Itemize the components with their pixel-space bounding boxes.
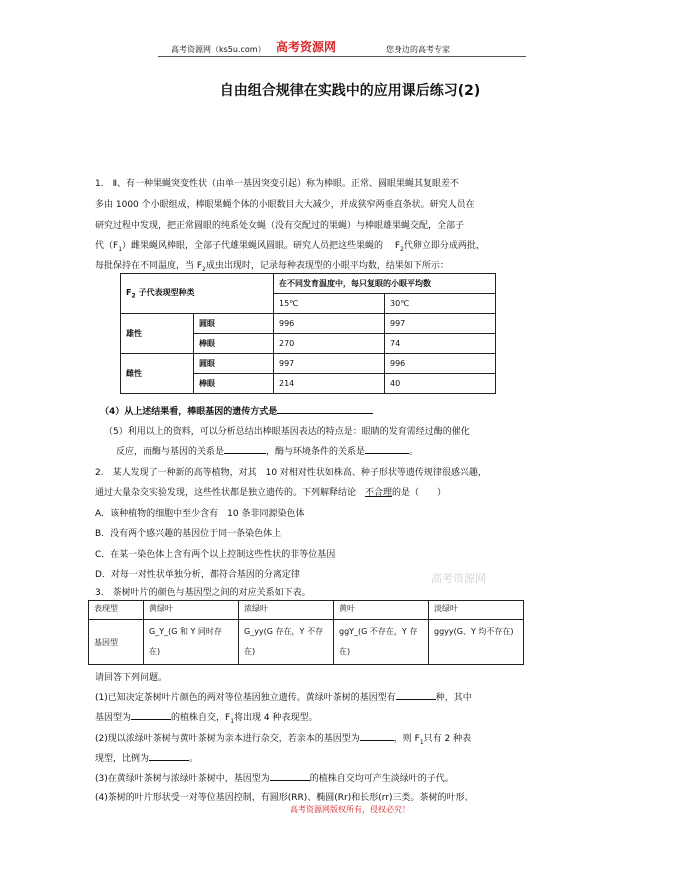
- q2-line-2-emphasis: 不合理: [365, 488, 393, 498]
- answer-blank[interactable]: [277, 405, 373, 414]
- q3-part-1-d: 的植株自交，F: [171, 713, 231, 723]
- q2-option-d: D．对每一对性状单独分析，都符合基因的分离定律: [95, 570, 300, 580]
- q2-line-2: [95, 485, 446, 498]
- q3-part-2-sub: 1: [419, 738, 424, 746]
- answer-blank[interactable]: [360, 732, 394, 741]
- q1-line-5: [95, 258, 449, 273]
- answer-blank[interactable]: [365, 445, 409, 454]
- q1-line-4-e: 代卵立即分成两批，: [403, 241, 485, 251]
- q3-part-1-b: 种，其中: [435, 693, 472, 703]
- q1-line-5-c: 成虫出现时，记录每种表现型的小眼平均数，结果如下所示：: [205, 261, 449, 271]
- q3-table-cell: ggY_(G 不存在，Y 存在): [334, 620, 429, 665]
- q2-line-2-a: 通过大量杂交实验发现，这些性状都是独立遗传的。下列解释结论: [95, 488, 366, 498]
- q3-part-1-line-1: [95, 690, 472, 703]
- answer-blank[interactable]: [224, 445, 266, 454]
- q2-option-a: A．该种植物的细胞中至少含有 10 条非同源染色体: [95, 509, 305, 519]
- q3-part-1-a: (1)已知决定茶树叶片颜色的两对等位基因独立遗传。黄绿叶茶树的基因型有: [95, 693, 396, 703]
- q1-table-temp-30: 30℃: [385, 294, 496, 314]
- q3-table-header: 淡绿叶: [429, 601, 524, 620]
- q2-option-c: C．在某一染色体上含有两个以上控制这些性状的非等位基因: [95, 550, 336, 560]
- header-brand-logo: 高考资源网: [276, 40, 337, 54]
- q1-table-female-round: 圆眼: [194, 354, 274, 374]
- q1-table-cell: 40: [385, 374, 496, 394]
- q2-line-1: 2. 某人发现了一种新的高等植物，对其 10 对相对性状如株高、种子形状等遗传规律很感兴趣，: [95, 468, 487, 478]
- q3-part-2-e: 现型，比例为: [95, 754, 150, 764]
- answer-blank[interactable]: [396, 691, 436, 700]
- q1-table-female-bar: 棒眼: [194, 374, 274, 394]
- q3-part-1-c: 基因型为: [95, 713, 132, 723]
- q1-line-4-c: ）雌果蝇风棒眼，全部子代雄果蝇风圆眼。研究人员把这些果蝇的 F: [122, 241, 401, 251]
- q1-part-5-c: ，酶与环境条件的关系是: [266, 447, 366, 457]
- q1-table-male-bar: 棒眼: [194, 334, 274, 354]
- answer-blank[interactable]: [131, 711, 171, 720]
- q3-part-2-a: (2)现以浓绿叶茶树与黄叶茶树为亲本进行杂交，若亲本的基因型为: [95, 734, 360, 744]
- q3-table-header: 黄绿叶: [144, 601, 239, 620]
- q3-part-3-b: 的植株自交均可产生淡绿叶的子代。: [309, 774, 454, 784]
- q3-genotype-table: [88, 600, 524, 665]
- q3-part-2-b: ，则 F: [393, 734, 420, 744]
- q1-table-cell: 997: [274, 354, 385, 374]
- q3-table-header: 浓绿叶: [239, 601, 334, 620]
- q1-line-3: 研究过程中发现，把正常圆眼的纯系处女蝇（没有交配过的果蝇）与棒眼雄果蝇交配，全部子: [95, 221, 465, 231]
- q1-line-2: 多由 1000 个小眼组成，棒眼果蝇个体的小眼数目大大减少，并成狭窄两垂直条状。研究人员在: [95, 200, 475, 210]
- q3-part-2-line-2: [95, 751, 198, 764]
- q1-line-5-sub: 2: [202, 265, 206, 273]
- q3-part-1-line-2: [95, 710, 317, 725]
- q1-table-male-round: 圆眼: [194, 314, 274, 334]
- q3-part-1-sub: 1: [230, 717, 235, 725]
- q3-part-2-line-1: [95, 731, 471, 746]
- q1-table-cell: 996: [385, 354, 496, 374]
- watermark: 高考资源网: [431, 572, 486, 585]
- q1-part-5-d: 。: [409, 447, 419, 457]
- q1-table-temp-15: 15℃: [274, 294, 385, 314]
- q3-part-2-d: 只有 2 种表: [423, 734, 472, 744]
- q3-part-2-f: 。: [189, 754, 199, 764]
- q3-part-4: (4)茶树的叶片形状受一对等位基因控制，有圆形(RR)、椭圆(Rr)和长形(rr)三类。茶树的叶形、: [95, 793, 474, 803]
- header-slogan: 您身边的高考专家: [386, 45, 450, 54]
- q3-part-3: [95, 771, 454, 784]
- q1-results-table: [120, 273, 496, 394]
- page-title: 自由组合规律在实践中的应用课后练习(2): [219, 83, 481, 99]
- q1-table-cell: 214: [274, 374, 385, 394]
- q3-ask: 请回答下列问题。: [95, 673, 168, 683]
- q1-table-female: 雌性: [121, 354, 194, 394]
- q3-table-header: 黄叶: [334, 601, 429, 620]
- q1-line-4: [95, 238, 485, 253]
- q3-table-row-label: 基因型: [89, 620, 144, 665]
- q1-part-5-b: 反应，而酶与基因的关系是: [116, 447, 225, 457]
- q3-table-cell: G_yy(G 存在，Y 不存在): [239, 620, 334, 665]
- q1-table-cell: 270: [274, 334, 385, 354]
- q3-table-header: 表现型: [89, 601, 144, 620]
- q1-line-1: 1. Ⅱ、有一种果蝇突变性状（由单一基因突变引起）称为棒眼。正常、圆眼果蝇其复眼差不: [95, 179, 460, 189]
- q1-table-header-temp: 在不同发育温度中，每只复眼的小眼平均数: [274, 274, 496, 294]
- q2-line-2-c: 的是（ ）: [392, 488, 447, 498]
- answer-blank[interactable]: [270, 772, 310, 781]
- q3-part-1-f: 将出现 4 种表现型。: [234, 713, 318, 723]
- answer-blank[interactable]: [149, 752, 189, 761]
- q1-part-4-text: （4）从上述结果看，棒眼基因的遗传方式是: [100, 407, 278, 417]
- q1-table-header-phenotype: $F_2$ 子代表现型种类: [121, 274, 274, 314]
- q1-table-cell: 74: [385, 334, 496, 354]
- q3-line-1: 3. 茶树叶片的颜色与基因型之间的对应关系如下表。: [95, 588, 311, 598]
- q1-part-5-line-2: [116, 444, 418, 457]
- footer-copyright: 高考资源网版权所有，侵权必究！: [290, 805, 410, 814]
- q2-option-b: B．没有两个感兴趣的基因位于同一条染色体上: [95, 529, 282, 539]
- q1-line-4-sub2: 2: [400, 245, 404, 253]
- q1-table-male: 雄性: [121, 314, 194, 354]
- q1-table-cell: 997: [385, 314, 496, 334]
- q3-table-cell: ggyy(G、Y 均不存在): [429, 620, 524, 665]
- q3-table-cell: G_Y_(G 和 Y 同时存在): [144, 620, 239, 665]
- header-source: 高考资源网（ks5u.com）: [171, 45, 266, 54]
- q1-part-4: [100, 404, 373, 417]
- q3-part-3-a: (3)在黄绿叶茶树与浓绿叶茶树中，基因型为: [95, 774, 270, 784]
- header-divider: [158, 56, 526, 57]
- q1-line-4-a: 代（F: [95, 241, 119, 251]
- q1-table-cell: 996: [274, 314, 385, 334]
- q1-line-5-a: 每批保持在不同温度，当 F: [95, 261, 203, 271]
- q1-line-4-sub1: 1: [118, 245, 123, 253]
- q1-part-5-line-1: （5）利用以上的资料，可以分析总结出棒眼基因表达的特点是：眼睛的发育需经过酶的催化: [104, 427, 470, 437]
